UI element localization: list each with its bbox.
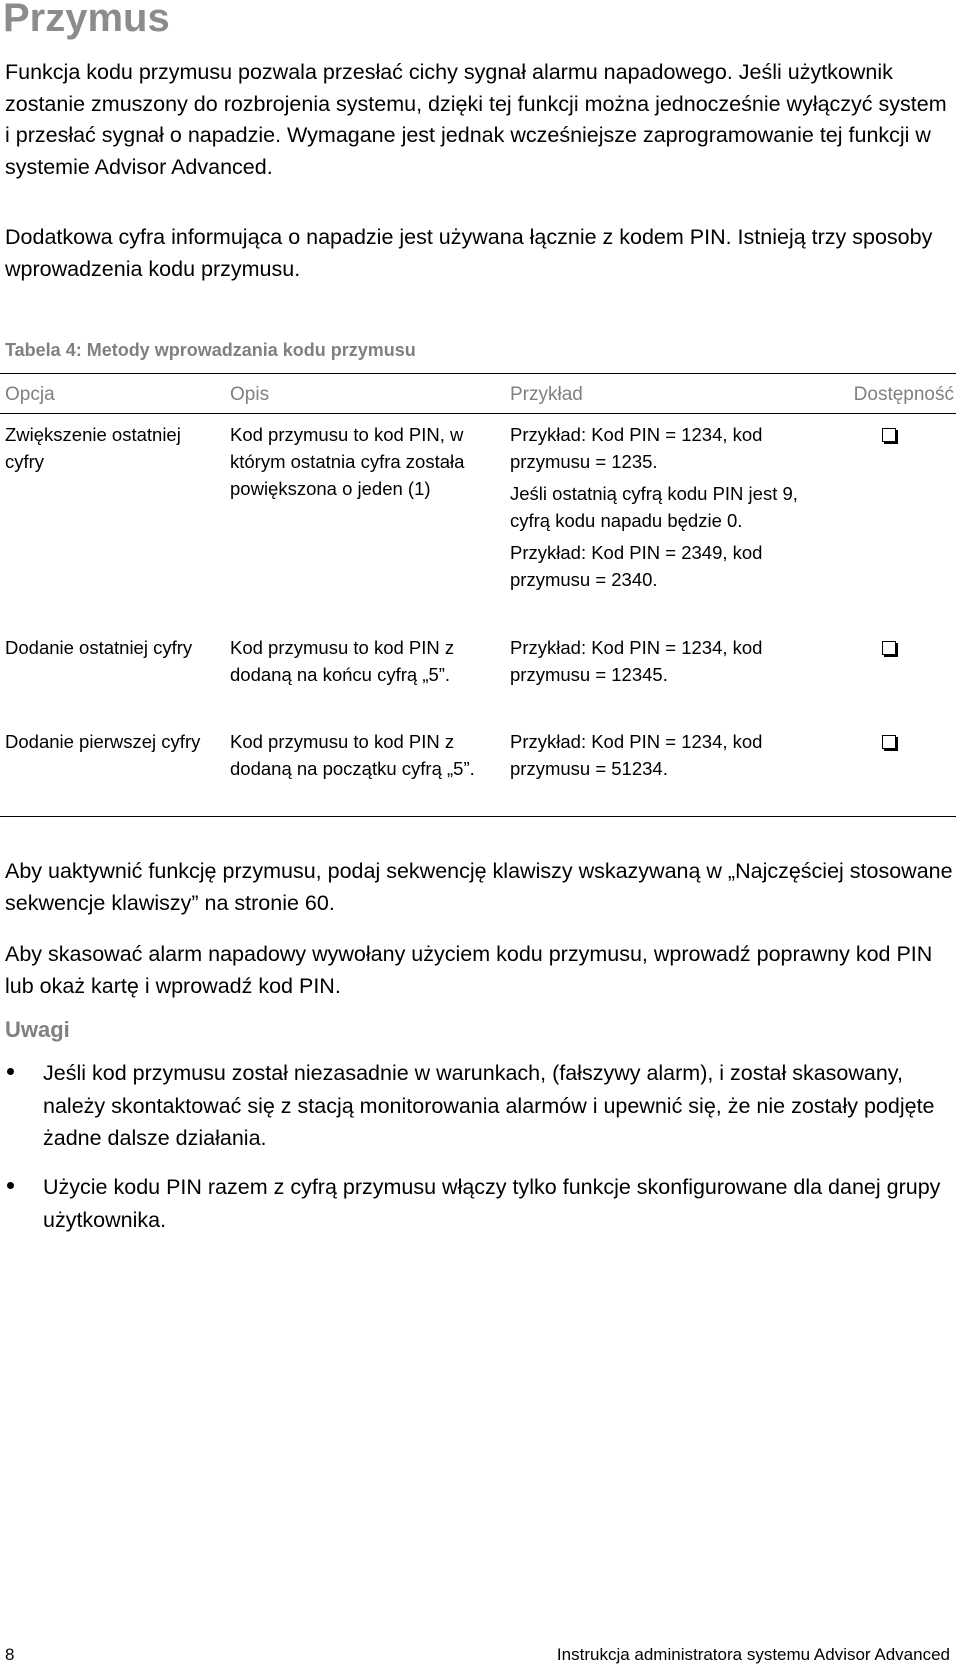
table-top-rule xyxy=(0,373,956,374)
note-text: Użycie kodu PIN razem z cyfrą przymusu włączy tylko funkcje skonfigurowane dla danej grupy użytkownika. xyxy=(43,1175,941,1232)
table-header-option: Opcja xyxy=(5,384,55,405)
bullet-icon xyxy=(7,1182,14,1189)
body-paragraph: Aby uaktywnić funkcję przymusu, podaj sekwencję klawiszy wskazywaną w „Najczęściej stosowane sekwencje klawiszy” na stronie 60. xyxy=(5,859,953,915)
table-header-availability: Dostępność xyxy=(853,384,954,405)
example-line: Przykład: Kod PIN = 2349, kod przymusu = 2340. xyxy=(510,542,763,590)
example-line: Przykład: Kod PIN = 1234, kod przymusu = 51234. xyxy=(510,731,763,779)
checkbox-empty-icon xyxy=(882,428,896,442)
table-cell-description: Kod przymusu to kod PIN, w którym ostatnia cyfra została powiększona o jeden (1) xyxy=(230,424,465,499)
example-line: Przykład: Kod PIN = 1234, kod przymusu = 1235. xyxy=(510,424,763,472)
body-paragraph: Aby skasować alarm napadowy wywołany użyciem kodu przymusu, wprowadź poprawny kod PIN lub okaż kartę i wprowadź kod PIN. xyxy=(5,942,933,998)
section-heading: Przymus xyxy=(3,0,170,40)
notes-heading: Uwagi xyxy=(5,1017,70,1042)
table-bottom-rule xyxy=(0,816,956,817)
table-cell-description: Kod przymusu to kod PIN z dodaną na początku cyfrą „5”. xyxy=(230,731,475,779)
page-number: 8 xyxy=(5,1645,15,1664)
note-text: Jeśli kod przymusu został niezasadnie w warunkach, (fałszywy alarm), i został skasowany, należy skontaktować się z stacją monitorowania alarmów i upewnić się, że nie zostały podjęte żadne dalsze działania. xyxy=(43,1061,935,1150)
table-cell-example xyxy=(510,421,820,598)
intro-paragraph: Funkcja kodu przymusu pozwala przesłać cichy sygnał alarmu napadowego. Jeśli użytkownik zostanie zmuszony do rozbrojenia systemu, dzięki tej funkcji można jednocześnie wyłączyć system i przesłać sygnał o napadzie. Wymagane jest jednak wcześniejsze zaprogramowanie tej funkcji w systemie Advisor Advanced. xyxy=(5,60,947,179)
table-cell-description: Kod przymusu to kod PIN z dodaną na końcu cyfrą „5”. xyxy=(230,637,455,685)
table-caption: Tabela 4: Metody wprowadzania kodu przymusu xyxy=(5,340,416,360)
table-header-example: Przykład xyxy=(510,384,583,405)
table-header-rule xyxy=(0,413,956,414)
table-header-description: Opis xyxy=(230,384,270,405)
table-cell-option: Dodanie ostatniej cyfry xyxy=(5,637,193,658)
checkbox-empty-icon xyxy=(882,735,896,749)
bullet-icon xyxy=(7,1068,14,1075)
checkbox-empty-icon xyxy=(882,641,896,655)
intro-paragraph: Dodatkowa cyfra informująca o napadzie jest używana łącznie z kodem PIN. Istnieją trzy sposoby wprowadzenia kodu przymusu. xyxy=(5,225,933,281)
table-cell-example xyxy=(510,634,820,693)
table-cell-option: Zwiększenie ostatniej cyfry xyxy=(5,424,181,472)
table-cell-option: Dodanie pierwszej cyfry xyxy=(5,731,201,752)
table-cell-example xyxy=(510,728,820,787)
example-line: Przykład: Kod PIN = 1234, kod przymusu = 12345. xyxy=(510,637,763,685)
example-line: Jeśli ostatnią cyfrą kodu PIN jest 9, cyfrą kodu napadu będzie 0. xyxy=(510,483,798,531)
footer-title: Instrukcja administratora systemu Advisor Advanced xyxy=(556,1645,950,1664)
